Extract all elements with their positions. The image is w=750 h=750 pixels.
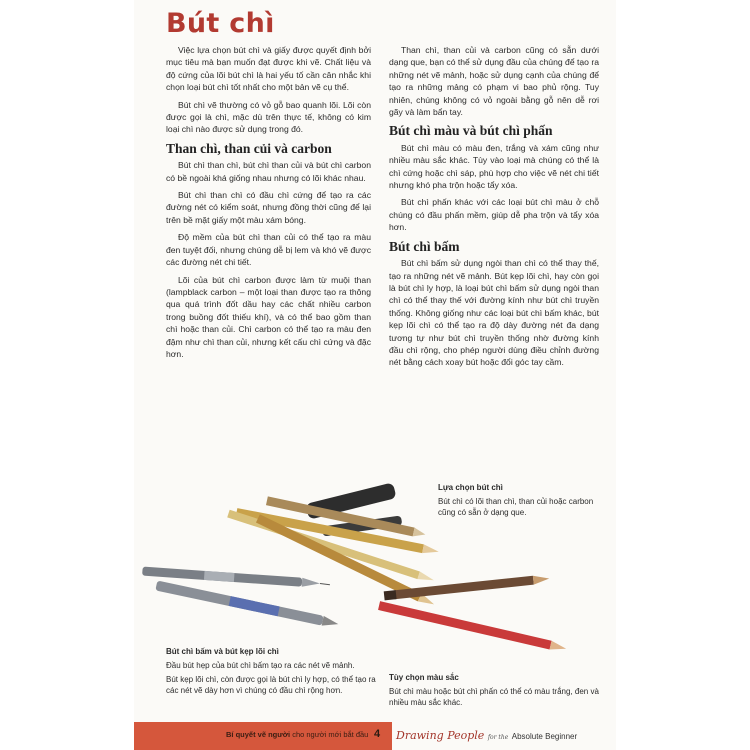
paragraph: Bút chì than chì có đầu chì cứng để tạo ra các đường nét có kiểm soát, nhưng đồng thời cũng để lại trên bề mặt giấy một màu xám bóng. xyxy=(166,190,371,225)
left-column xyxy=(166,44,371,365)
footer-guide-bold: Bí quyết vẽ người xyxy=(226,730,291,739)
paragraph: Bút chì than chì, bút chì than củi và bút chì carbon có bề ngoài khá giống nhau nhưng có lõi khác nhau. xyxy=(166,160,371,183)
paragraph: Bút chì phấn khác với các loại bút chì màu ở chỗ chúng có đầu phấn mềm, giúp dễ pha trộn và tẩy xóa hơn. xyxy=(389,197,599,233)
brand-small: for the xyxy=(487,734,509,741)
paragraph: Lõi của bút chì carbon được làm từ muội than (lampblack carbon – một loại than được tạo ra thông qua quá trình đốt dầu hay các chất nhiều carbon trong buồng đốt thiếu khí), và có thể bao gồm than chì hoặc than củi. Chì carbon có thể tạo ra màu đen đậm như chì than củi, nhưng kết cấu chì cứng và đặc hơn. xyxy=(166,274,371,359)
caption-text: Bút chì màu hoặc bút chì phấn có thể có màu trắng, đen và nhiều màu sắc khác. xyxy=(389,687,599,707)
paragraph: Việc lựa chọn bút chì và giấy được quyết định bởi mục tiêu mà bạn muốn đạt được khi vẽ. Chất liệu và độ cứng của lõi bút chì là hai yếu tố cần cân nhắc khi chọn loại bút chì tốt nhất cho một bản vẽ cụ thể. xyxy=(166,45,371,93)
section-heading: Bút chì bấm xyxy=(389,238,460,254)
footer-brand xyxy=(396,729,577,742)
lead-holder xyxy=(155,581,339,629)
caption-mechanical xyxy=(166,646,388,699)
caption-title: Bút chì bấm và bút kẹp lõi chì xyxy=(166,647,279,656)
caption-text: Bút chì có lõi than chì, than củi hoặc carbon cũng có sẵn ở dạng que. xyxy=(438,497,594,517)
right-column xyxy=(389,44,599,374)
brand-end: Absolute Beginner xyxy=(511,732,578,741)
paragraph: Bút chì bấm sử dụng ngòi than chì có thể thay thế, tạo ra những nét vẽ mảnh. Bút kẹp lõi chì, hay còn gọi là bút chì ly hợp, là loại bút chì bấm sử dụng ngòi than chì có thể thay thế với đường kính như bút chì truyền thống. Không giống như các loại bút chì bấm khác, bút kẹp lõi chì có thể tạo ra độ dày đường nét đa dạng tương tự như bút chì truyền thống nhờ đường kính đầu chì rộng, cho phép người dùng điều chỉnh đường nét bằng cách xoay bút hoặc đổi góc tay cầm. xyxy=(389,258,599,368)
paragraph: Than chì, than củi và carbon cũng có sẵn dưới dạng que, bạn có thể sử dụng đầu của chúng để tạo ra những nét vẽ mảnh, hoặc sử dụng cạnh của chúng để tạo ra những mảng có phạm vi bao phủ rộng. Tuy nhiên, chúng không có vỏ ngoài bằng gỗ nên dễ rơi gãy và làm bẩn tay. xyxy=(389,45,599,118)
footer-guide xyxy=(226,730,368,739)
caption-sticks xyxy=(438,482,598,521)
colored-pencil xyxy=(378,601,567,653)
paragraph: Bút chì vẽ thường có vỏ gỗ bao quanh lõi. Lõi còn được gọi là chì, mặc dù trên thực tế, không có kim loại chì nào được sử dụng trong đó. xyxy=(166,99,371,135)
caption-title: Tùy chọn màu sắc xyxy=(389,673,459,682)
page-number: 4 xyxy=(374,728,381,740)
section-heading: Bút chì màu và bút chì phấn xyxy=(389,123,553,139)
caption-text: Đầu bút hẹp của bút chì bấm tạo ra các nét vẽ mảnh. xyxy=(166,661,355,670)
brand-main: Drawing People xyxy=(396,729,485,742)
caption-colored xyxy=(389,672,611,711)
caption-text: Bút kẹp lõi chì, còn được gọi là bút chì ly hợp, có thể tạo ra các nét vẽ dày hơn vì chúng có đầu chì rộng hơn. xyxy=(166,675,376,695)
section-heading: Than chì, than củi và carbon xyxy=(166,140,332,156)
paragraph: Độ mềm của bút chì than củi có thể tạo ra màu đen tuyệt đối, nhưng chúng dễ bị lem và khó vẽ được các đường nét chi tiết. xyxy=(166,232,371,268)
paragraph: Bút chì màu có màu đen, trắng và xám cũng như nhiều màu sắc khác. Tùy vào loại mà chúng có thể là chì cứng hoặc chì sáp, phù hợp cho việc vẽ nét chi tiết nhưng khó pha trộn hoặc tẩy xóa. xyxy=(389,142,599,191)
caption-title: Lựa chọn bút chì xyxy=(438,483,503,492)
page-title: Bút chì xyxy=(166,8,275,39)
page-footer xyxy=(134,722,616,750)
footer-guide-rest: cho người mới bắt đầu xyxy=(292,730,369,739)
